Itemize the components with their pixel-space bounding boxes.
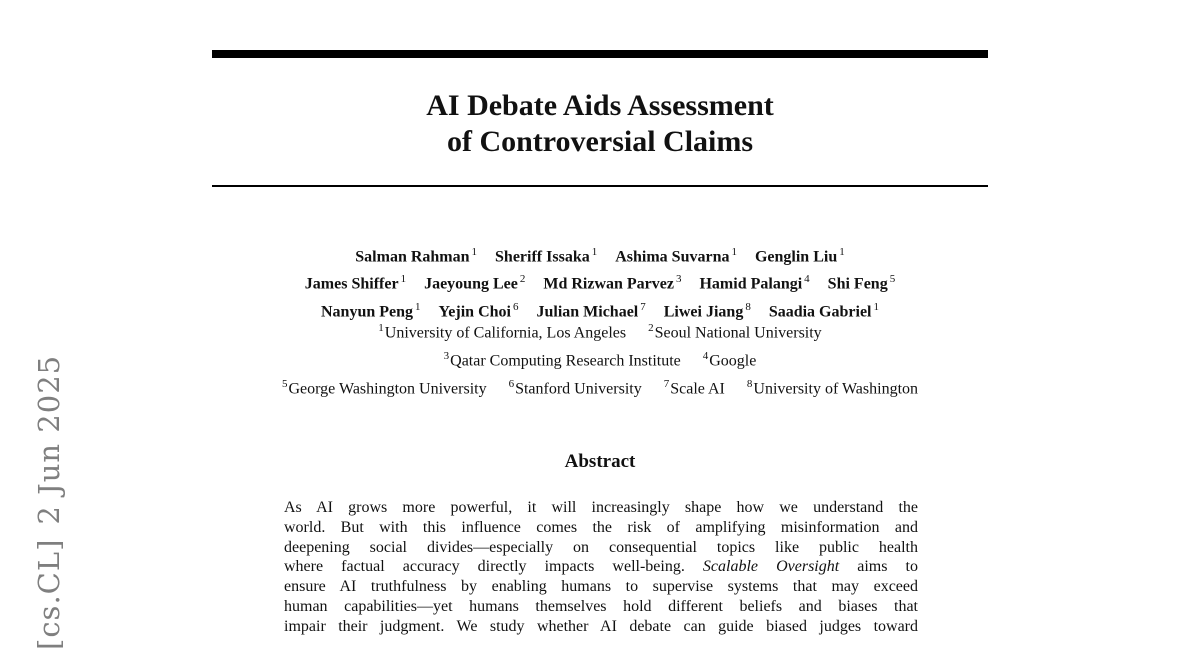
affiliation-line: [150, 345, 1050, 373]
abstract-text: where factual accuracy directly impacts well-being.: [284, 558, 703, 576]
abstract-line: [284, 557, 918, 577]
affiliation-line: [150, 317, 1050, 345]
affiliation-number: 3: [443, 349, 450, 362]
affiliation-number: 8: [746, 377, 753, 390]
author-affiliation-marker: 1: [731, 246, 737, 258]
author: [615, 241, 737, 268]
arxiv-sidebar-stamp: [32, 341, 66, 650]
author-name: James Shiffer: [304, 275, 399, 293]
affiliation-name: Stanford University: [515, 379, 642, 397]
author: [699, 268, 809, 295]
author-line: [150, 241, 1050, 268]
author-affiliation-marker: 1: [400, 273, 407, 286]
affiliation-number: 2: [648, 322, 654, 334]
author-name: Genglin Liu: [754, 248, 838, 266]
affiliation-number: 1: [378, 322, 384, 334]
author-affiliation-marker: 1: [415, 300, 421, 313]
affiliation: [664, 373, 725, 401]
author-affiliation-marker: 8: [745, 300, 751, 313]
author-affiliation-marker: 7: [640, 300, 646, 313]
author: [495, 241, 597, 268]
abstract-body: [284, 498, 918, 637]
author: [755, 241, 845, 268]
affiliation-line: [150, 373, 1050, 401]
author: [424, 268, 525, 295]
abstract-emphasis: Scalable Oversight: [702, 558, 840, 576]
author-name: Nanyun Peng: [320, 302, 414, 320]
paper-title: [212, 88, 988, 160]
author-name: Salman Rahman: [355, 248, 470, 266]
author-name: Yejin Choi: [438, 302, 511, 320]
abstract-text: impair their judgment. We study whether AI debate can guide biased judges toward: [284, 617, 918, 635]
abstract-text: deepening social divides—especially on consequential topics like public health: [284, 538, 918, 556]
abstract-line: [284, 617, 918, 637]
affiliation-list: [150, 317, 1050, 400]
author-name: Saadia Gabriel: [768, 302, 872, 320]
author-affiliation-marker: 1: [839, 246, 845, 258]
author-affiliation-marker: 3: [675, 273, 682, 286]
author: [305, 268, 406, 295]
author: [355, 241, 477, 268]
affiliation-number: 7: [663, 377, 670, 390]
abstract-text: world. But with this influence comes the risk of amplifying misinformation and: [284, 518, 918, 536]
affiliation: [648, 317, 822, 345]
arxiv-date: 2 Jun 2025: [32, 354, 66, 525]
affiliation: [378, 317, 626, 345]
author: [543, 268, 681, 295]
affiliation-name: Scale AI: [670, 379, 725, 397]
abstract-heading: Abstract: [564, 451, 636, 472]
author-affiliation-marker: 2: [519, 273, 526, 286]
affiliation-number: 6: [508, 377, 515, 390]
abstract-text: human capabilities—yet humans themselves hold different beliefs and biases that: [284, 597, 918, 615]
author-affiliation-marker: 1: [471, 246, 478, 258]
author-line: [150, 268, 1050, 295]
abstract-text: aims to: [839, 558, 918, 576]
author-name: Hamid Palangi: [699, 275, 803, 293]
author-affiliation-marker: 1: [873, 300, 879, 313]
affiliation: [703, 345, 757, 373]
author-name: Liwei Jiang: [663, 302, 744, 320]
author-name: Julian Michael: [536, 302, 639, 320]
title-top-rule: [212, 50, 988, 58]
author: [828, 268, 896, 295]
abstract-line: [284, 597, 918, 617]
arxiv-category: [cs.CL]: [32, 538, 66, 650]
affiliation-name: University of California, Los Angeles: [384, 324, 627, 342]
author-list: [150, 241, 1050, 323]
title-line: AI Debate Aids Assessment: [426, 89, 774, 122]
author-affiliation-marker: 5: [889, 273, 896, 286]
abstract-text: As AI grows more powerful, it will increasingly shape how we understand the: [284, 499, 918, 516]
affiliation-name: Google: [709, 352, 757, 370]
affiliation: [282, 373, 487, 401]
author-affiliation-marker: 1: [591, 246, 598, 258]
author-name: Shi Feng: [827, 275, 888, 293]
affiliation-number: 5: [281, 377, 288, 390]
author-affiliation-marker: 4: [804, 273, 810, 286]
affiliation-number: 4: [702, 349, 709, 362]
author-name: Ashima Suvarna: [615, 248, 730, 266]
author-name: Jaeyoung Lee: [424, 275, 518, 293]
author-name: Sheriff Issaka: [495, 248, 590, 266]
abstract-line: [284, 518, 918, 538]
abstract-line: [284, 538, 918, 558]
affiliation: [509, 373, 642, 401]
affiliation: [444, 345, 681, 373]
title-bottom-rule: [212, 185, 988, 187]
abstract-line: [284, 498, 918, 518]
affiliation: [747, 373, 918, 401]
abstract-text: ensure AI truthfulness by enabling humans to supervise systems that may exceed: [284, 578, 918, 596]
affiliation-name: Qatar Computing Research Institute: [450, 352, 681, 370]
affiliation-name: Seoul National University: [654, 324, 822, 342]
abstract-line: [284, 577, 918, 597]
author-name: Md Rizwan Parvez: [543, 275, 674, 293]
affiliation-name: George Washington University: [288, 379, 487, 397]
title-line: of Controversial Claims: [446, 125, 754, 158]
affiliation-name: University of Washington: [753, 379, 919, 397]
author-affiliation-marker: 6: [512, 300, 519, 313]
